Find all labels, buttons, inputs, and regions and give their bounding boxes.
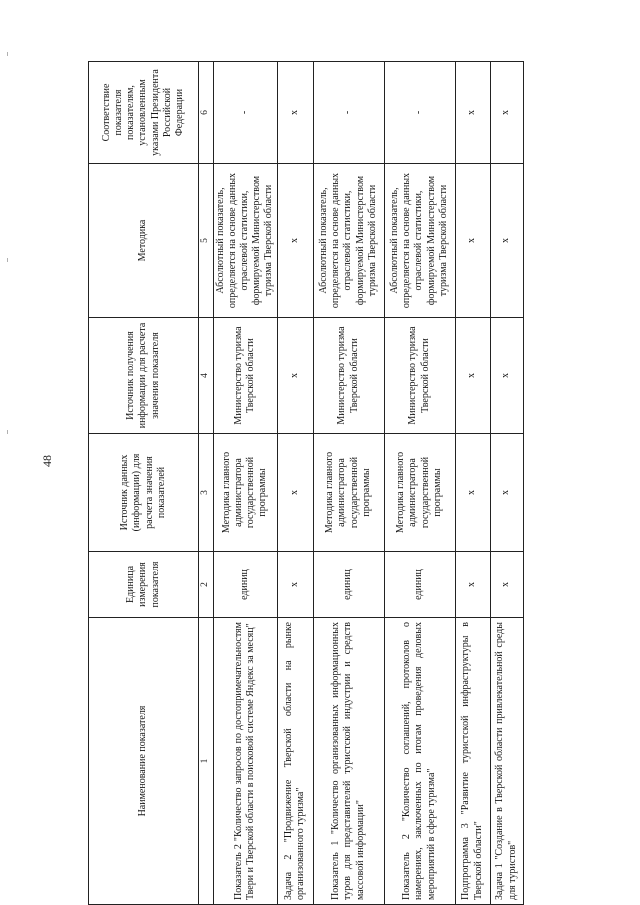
table-row xyxy=(455,62,490,905)
column-number: 5 xyxy=(199,164,214,318)
header-president-compliance: Соответствие показателя показателям, установленным указами Президента Российской Федерации xyxy=(89,62,199,164)
info-origin-cell: Министерство туризма Тверской области xyxy=(384,318,455,434)
unit-cell: единиц xyxy=(213,552,277,618)
method-cell: х xyxy=(277,164,313,318)
data-source-cell: Методика главного администратора государственной программы xyxy=(313,434,384,552)
indicator-name-cell: Задача 1 "Создание в Тверской области привлекательной среды для туристов" xyxy=(490,618,523,905)
info-origin-cell: Министерство туризма Тверской области xyxy=(313,318,384,434)
info-origin-cell: х xyxy=(490,318,523,434)
table-row xyxy=(277,62,313,905)
unit-cell: х xyxy=(490,552,523,618)
info-origin-cell: Министерство туризма Тверской области xyxy=(213,318,277,434)
header-unit: Единица измерения показателя xyxy=(89,552,199,618)
compliance-cell: х xyxy=(277,62,313,164)
table-row xyxy=(213,62,277,905)
unit-cell: х xyxy=(455,552,490,618)
table-row xyxy=(490,62,523,905)
header-row xyxy=(89,62,199,905)
column-number-row xyxy=(199,62,214,905)
header-method: Методика xyxy=(89,164,199,318)
method-cell: х xyxy=(490,164,523,318)
info-origin-cell: х xyxy=(455,318,490,434)
data-source-cell: Методика главного администратора государственной программы xyxy=(384,434,455,552)
unit-cell: единиц xyxy=(384,552,455,618)
indicator-name-cell: Показатель 2 "Количество запросов по достопримечательностям Твери и Тверской области в поисковой системе Яндекс за месяц" xyxy=(213,618,277,905)
column-number: 2 xyxy=(199,552,214,618)
table-row xyxy=(384,62,455,905)
header-indicator-name: Наименование показателя xyxy=(89,618,199,905)
info-origin-cell: х xyxy=(277,318,313,434)
column-number: 1 xyxy=(199,618,214,905)
column-number: 6 xyxy=(199,62,214,164)
indicator-name-cell: Подпрограмма 3 "Развитие туристской инфраструктуры в Тверской области" xyxy=(455,618,490,905)
unit-cell: единиц xyxy=(313,552,384,618)
margin-mark-top xyxy=(7,52,8,56)
indicator-name-cell: Показатель 2 "Количество соглашений, протоколов о намерениях, заключенных по итогам проведения деловых мероприятий в сфере туризма" xyxy=(384,618,455,905)
data-source-cell: х xyxy=(490,434,523,552)
indicator-name-cell: Показатель 1 "Количество организованных информационных туров для представителей туристской индустрии и средств массовой информации" xyxy=(313,618,384,905)
compliance-cell: - xyxy=(213,62,277,164)
compliance-cell: - xyxy=(384,62,455,164)
rotated-table-wrapper xyxy=(88,62,518,905)
margin-mark-middle xyxy=(7,258,8,262)
page-number: 48 xyxy=(40,455,54,467)
compliance-cell: х xyxy=(455,62,490,164)
indicator-name-cell: Задача 2 "Продвижение Тверской области на рынке организованного туризма" xyxy=(277,618,313,905)
column-number: 3 xyxy=(199,434,214,552)
data-source-cell: Методика главного администратора государственной программы xyxy=(213,434,277,552)
header-data-source: Источник данных (информации) для расчета значения показателей xyxy=(89,434,199,552)
indicators-table xyxy=(88,61,524,905)
compliance-cell: - xyxy=(313,62,384,164)
header-info-origin: Источник получения информации для расчета значения показателя xyxy=(89,318,199,434)
column-number: 4 xyxy=(199,318,214,434)
table-row xyxy=(313,62,384,905)
unit-cell: х xyxy=(277,552,313,618)
compliance-cell: х xyxy=(490,62,523,164)
data-source-cell: х xyxy=(455,434,490,552)
margin-mark-bottom xyxy=(7,430,8,434)
method-cell: Абсолютный показатель, определяется на основе данных отраслевой статистики, формируемой Министерством туризма Тверской области xyxy=(313,164,384,318)
method-cell: Абсолютный показатель, определяется на основе данных отраслевой статистики, формируемой Министерством туризма Тверской области xyxy=(384,164,455,318)
method-cell: х xyxy=(455,164,490,318)
method-cell: Абсолютный показатель, определяется на основе данных отраслевой статистики, формируемой Министерством туризма Тверской области xyxy=(213,164,277,318)
data-source-cell: х xyxy=(277,434,313,552)
